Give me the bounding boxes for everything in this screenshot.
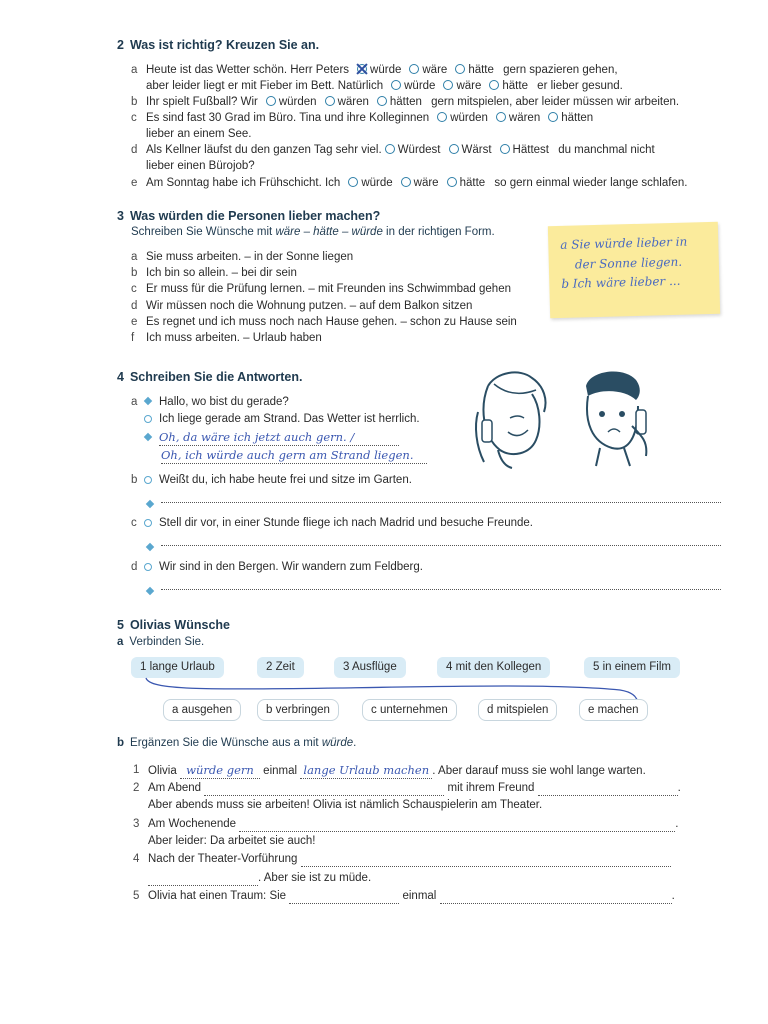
exercise-2-item-a-line1: Heute ist das Wetter schön. Herr Peters würde wäre hätte gern spazieren gehen,	[146, 64, 618, 76]
exercise-2-item-a-line2: aber leider liegt er mit Fieber im Bett. Natürlich würde wäre hätte er lieber gesund.	[146, 80, 623, 92]
exercise-number: 2	[117, 38, 124, 52]
exercise-title: Was ist richtig? Kreuzen Sie an.	[129, 38, 320, 52]
speaker-circle-icon	[144, 519, 152, 527]
dialog-line: Wir sind in den Bergen. Wir wandern zum Feldberg.	[143, 559, 423, 575]
item-letter: c	[131, 283, 137, 295]
blank-field[interactable]	[204, 783, 444, 796]
item-number: 2	[133, 782, 140, 794]
radio-option[interactable]	[385, 144, 395, 154]
radio-option[interactable]	[409, 64, 419, 74]
sentence-2-line2: Aber abends muss sie arbeiten! Olivia ist nämlich Schauspielerin am Theater.	[148, 799, 543, 811]
item-number: 1	[133, 764, 140, 776]
filled-blank[interactable]: würde gern	[180, 762, 260, 779]
sentence-1: Olivia würde gern einmal lange Urlaub machen . Aber darauf muss sie wohl lange warten.	[148, 763, 646, 777]
item-letter: d	[131, 561, 138, 573]
match-tag-top[interactable]: 1 lange Urlaub	[131, 657, 224, 678]
radio-option[interactable]	[266, 96, 276, 106]
radio-option[interactable]	[391, 80, 401, 90]
item-letter: e	[131, 177, 138, 189]
match-tag-top[interactable]: 2 Zeit	[257, 657, 304, 678]
man-phone-illustration	[572, 366, 656, 470]
speaker-diamond-icon	[144, 433, 152, 441]
exercise-5a-instruction: a Verbinden Sie.	[117, 636, 205, 648]
item-letter: c	[131, 517, 137, 529]
exercise-5b-instruction: b Ergänzen Sie die Wünsche aus a mit würde.	[117, 737, 357, 749]
exercise-2-heading	[117, 38, 319, 52]
match-tag-bottom[interactable]: d mitspielen	[478, 699, 557, 721]
dialog-line: Hallo, wo bist du gerade?	[143, 394, 289, 410]
match-tag-bottom[interactable]: a ausgehen	[163, 699, 241, 721]
answer-line[interactable]	[161, 492, 721, 503]
radio-option[interactable]	[500, 144, 510, 154]
match-tag-top[interactable]: 5 in einem Film	[584, 657, 680, 678]
match-tag-top[interactable]: 4 mit den Kollegen	[437, 657, 550, 678]
sentence-4-line2: . Aber sie ist zu müde.	[148, 870, 371, 886]
radio-option[interactable]	[449, 144, 459, 154]
speaker-diamond-icon	[145, 582, 161, 600]
exercise-3-item: Ich muss arbeiten. – Urlaub haben	[146, 332, 322, 344]
sentence-4: Nach der Theater-Vorführung	[148, 851, 671, 867]
exercise-3-item: Sie muss arbeiten. – in der Sonne liegen	[146, 251, 354, 263]
radio-option[interactable]	[437, 112, 447, 122]
blank-field[interactable]	[239, 819, 675, 832]
woman-phone-illustration	[460, 366, 560, 470]
answer-line[interactable]	[161, 579, 721, 590]
radio-option[interactable]	[325, 96, 335, 106]
item-letter: a	[131, 64, 138, 76]
exercise-2-item-c: Es sind fast 30 Grad im Büro. Tina und ihre Kolleginnen würden wären hätten	[146, 112, 594, 124]
exercise-3-item: Es regnet und ich muss noch nach Hause gehen. – schon zu Hause sein	[146, 316, 517, 328]
item-letter: e	[131, 316, 138, 328]
sticky-note-example: a Sie würde lieber in der Sonne liegen. b Ich wäre lieber ...	[548, 222, 720, 318]
blank-field[interactable]	[148, 873, 258, 886]
dialog-answer: Oh, da wäre ich jetzt auch gern. /	[143, 429, 399, 446]
item-number: 5	[133, 890, 140, 902]
radio-option[interactable]	[443, 80, 453, 90]
dialog-answer-line2: Oh, ich würde auch gern am Strand liegen.	[161, 447, 427, 464]
exercise-3-item: Wir müssen noch die Wohnung putzen. – auf dem Balkon sitzen	[146, 300, 473, 312]
match-tag-bottom[interactable]: c unternehmen	[362, 699, 457, 721]
radio-option-checked[interactable]	[357, 64, 367, 74]
item-number: 4	[133, 853, 140, 865]
item-letter: c	[131, 112, 137, 124]
blank-field[interactable]	[289, 891, 399, 904]
radio-option[interactable]	[496, 112, 506, 122]
match-tag-top[interactable]: 3 Ausflüge	[334, 657, 406, 678]
sentence-5: Olivia hat einen Traum: Sie einmal .	[148, 890, 675, 902]
exercise-2-item-d: Als Kellner läufst du den ganzen Tag sehr viel. Würdest Wärst Hättest du manchmal nicht	[146, 144, 655, 156]
radio-option[interactable]	[455, 64, 465, 74]
exercise-4-heading: 4 Schreiben Sie die Antworten.	[117, 370, 303, 384]
item-letter: b	[131, 474, 138, 486]
radio-option[interactable]	[489, 80, 499, 90]
item-letter: b	[131, 96, 138, 108]
speaker-diamond-icon	[144, 397, 152, 405]
exercise-3-instruction: Schreiben Sie Wünsche mit wäre – hätte – würde in der richtigen Form.	[131, 226, 495, 238]
item-letter: a	[131, 251, 138, 263]
item-letter: d	[131, 144, 138, 156]
exercise-3-item: Ich bin so allein. – bei dir sein	[146, 267, 297, 279]
exercise-2-item-d-line2: lieber einen Bürojob?	[146, 160, 255, 172]
filled-blank[interactable]: lange Urlaub machen	[300, 762, 432, 779]
radio-option[interactable]	[447, 177, 457, 187]
exercise-3-heading: 3 Was würden die Personen lieber machen?	[117, 209, 381, 223]
exercise-2-item-c-line2: lieber an einem See.	[146, 128, 252, 140]
item-letter: d	[131, 300, 138, 312]
radio-option[interactable]	[548, 112, 558, 122]
exercise-2-item-e: Am Sonntag habe ich Frühschicht. Ich würde wäre hätte so gern einmal wieder lange schlafen.	[146, 177, 688, 189]
speaker-diamond-icon	[145, 538, 161, 556]
blank-field[interactable]	[538, 783, 678, 796]
speaker-circle-icon	[144, 563, 152, 571]
radio-option[interactable]	[348, 177, 358, 187]
speaker-circle-icon	[144, 476, 152, 484]
item-letter: b	[131, 267, 138, 279]
match-tag-bottom[interactable]: b verbringen	[257, 699, 339, 721]
exercise-2-item-b: Ihr spielt Fußball? Wir würden wären hätten gern mitspielen, aber leider müssen wir arbeiten.	[146, 96, 680, 108]
blank-field[interactable]	[301, 854, 671, 867]
item-letter: a	[131, 396, 138, 408]
answer-line[interactable]	[161, 535, 721, 546]
dialog-line: Ich liege gerade am Strand. Das Wetter ist herrlich.	[143, 411, 420, 427]
match-tag-bottom[interactable]: e machen	[579, 699, 648, 721]
item-letter: f	[131, 332, 135, 344]
dialog-line: Weißt du, ich habe heute frei und sitze im Garten.	[143, 472, 412, 488]
dialog-line: Stell dir vor, in einer Stunde fliege ich nach Madrid und besuche Freunde.	[143, 515, 533, 531]
item-number: 3	[133, 818, 140, 830]
radio-option[interactable]	[377, 96, 387, 106]
sentence-3: Am Wochenende .	[148, 818, 679, 830]
sentence-3-line2: Aber leider: Da arbeitet sie auch!	[148, 835, 316, 847]
sentence-2: Am Abend mit ihrem Freund .	[148, 782, 681, 794]
exercise-3-item: Er muss für die Prüfung lernen. – mit Freunden ins Schwimmbad gehen	[146, 283, 511, 295]
speaker-diamond-icon	[145, 495, 161, 513]
exercise-5-heading: 5 Olivias Wünsche	[117, 618, 230, 632]
speaker-circle-icon	[144, 415, 152, 423]
blank-field[interactable]	[440, 891, 672, 904]
radio-option[interactable]	[401, 177, 411, 187]
